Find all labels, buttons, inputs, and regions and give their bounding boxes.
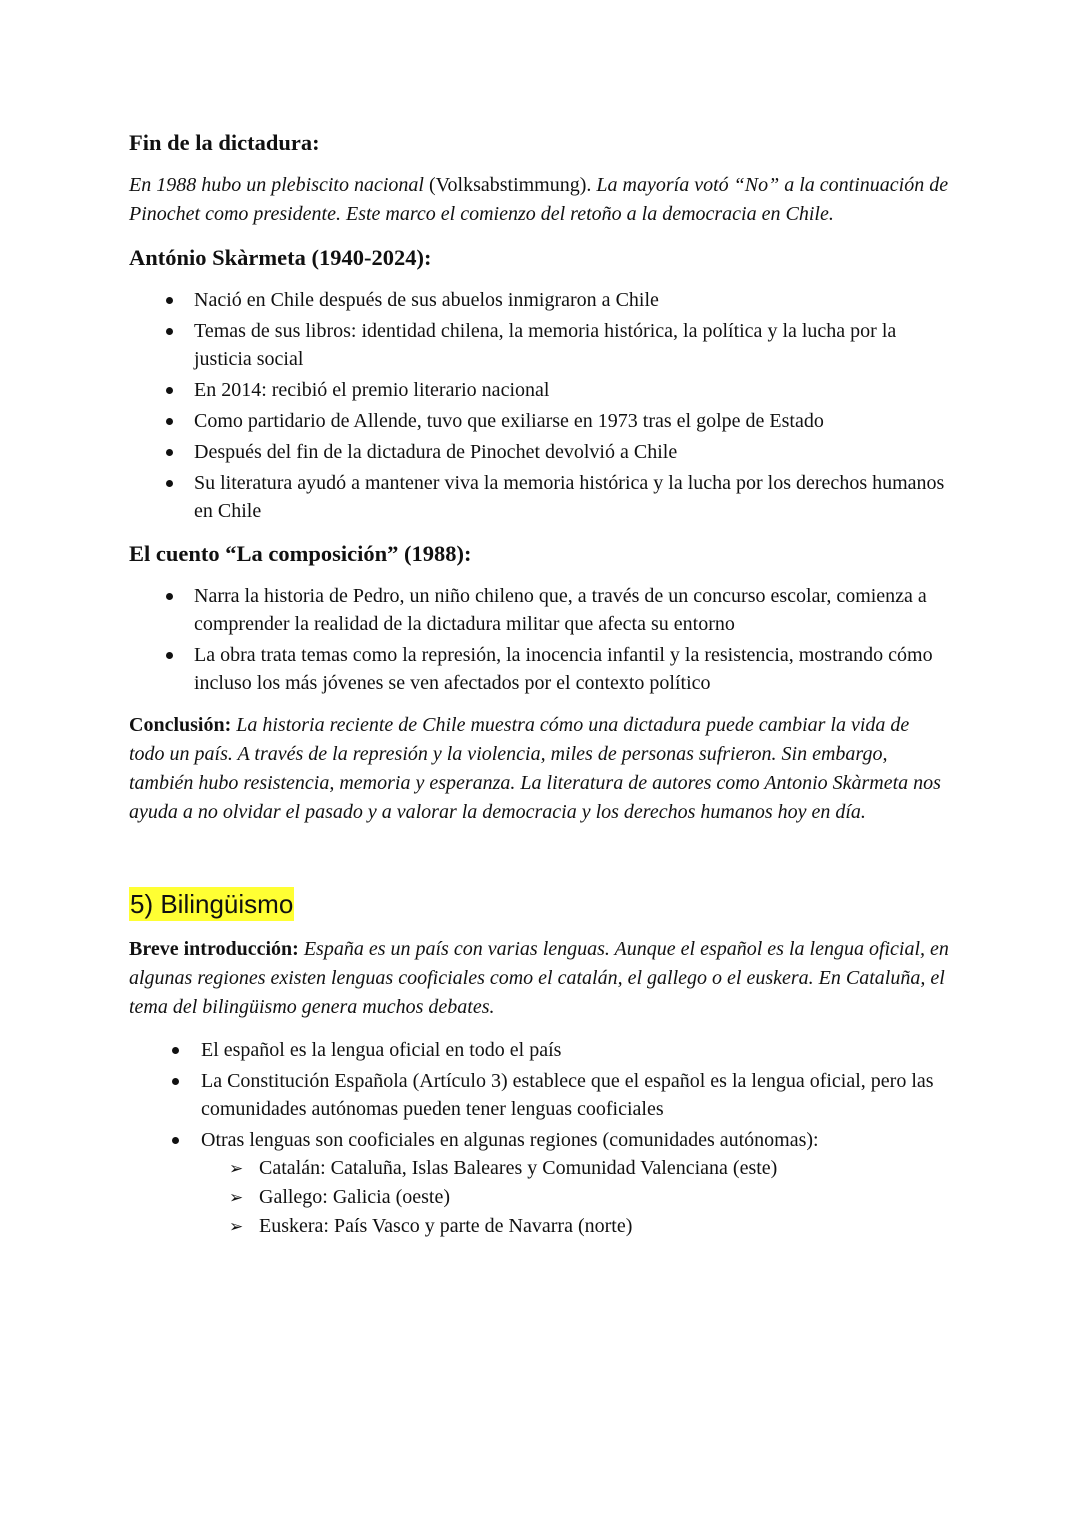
- list-item: [129, 1036, 949, 1064]
- list-item: [129, 407, 949, 435]
- list-item: [129, 469, 949, 525]
- bullet-icon: [172, 1047, 179, 1054]
- section-title-bilinguismo: 5) Bilingüismo: [130, 889, 294, 919]
- text-mayoria: La mayoría votó “No” a la continuación de Pinochet como presidente. Este marco el comienzo del retoño a la democracia en Chile.: [129, 174, 949, 225]
- list-item: [129, 376, 949, 404]
- list-item-text: Temas de sus libros: identidad chilena, la memoria histórica, la política y la lucha por la justicia social: [194, 320, 897, 370]
- list-item: [129, 1126, 949, 1154]
- lenguas-sublist: [129, 1154, 949, 1241]
- sublist-item: [201, 1212, 949, 1241]
- bullet-icon: [166, 418, 173, 425]
- bullet-icon: [172, 1078, 179, 1085]
- sublist-item: [201, 1183, 949, 1212]
- conclusion-text: La historia reciente de Chile muestra cómo una dictadura puede cambiar la vida de todo un país. A través de la represión y la violencia, miles de personas sufrieron. Sin embargo, también hubo resistencia, memoria y esperanza. La literatura de autores como Antonio Skàrmeta nos ayuda a no olvidar el pasado y a valorar la democracia y los derechos humanos hoy en día.: [129, 714, 941, 823]
- list-item-text: Otras lenguas son cooficiales en algunas regiones (comunidades autónomas):: [201, 1129, 819, 1151]
- text-volksabstimmung: (Volksabstimmung).: [423, 174, 597, 196]
- list-item: [129, 438, 949, 466]
- skarmeta-list: [129, 286, 949, 525]
- bullet-icon: [166, 480, 173, 487]
- text-plebiscito: En 1988 hubo un plebiscito nacional: [129, 174, 424, 196]
- list-item-text: La obra trata temas como la represión, la inocencia infantil y la resistencia, mostrando cómo incluso los más jóvenes se ven afectados por el contexto político: [194, 644, 933, 694]
- list-item-text: En 2014: recibió el premio literario nacional: [194, 379, 550, 401]
- sublist-item-text: Catalán: Cataluña, Islas Baleares y Comunidad Valenciana (este): [259, 1157, 778, 1179]
- paragraph-fin-dictadura: [129, 171, 949, 229]
- list-item-text: Como partidario de Allende, tuvo que exiliarse en 1973 tras el golpe de Estado: [194, 410, 824, 432]
- arrow-bullet-icon: ➢: [229, 1159, 244, 1178]
- list-item: [129, 641, 949, 697]
- paragraph-conclusion: [129, 711, 949, 827]
- intro-text: España es un país con varias lenguas. Aunque el español es la lengua oficial, en algunas regiones existen lenguas cooficiales como el catalán, el gallego o el euskera. En Cataluña, el tema del bilingüismo genera muchos debates.: [129, 938, 949, 1018]
- list-item-text: Nació en Chile después de sus abuelos inmigraron a Chile: [194, 289, 659, 311]
- heading-cuento: El cuento “La composición” (1988):: [129, 541, 472, 566]
- intro-label: Breve introducción:: [129, 938, 299, 960]
- bullet-icon: [166, 328, 173, 335]
- list-item-text: La Constitución Española (Artículo 3) establece que el español es la lengua oficial, pero las comunidades autónomas pueden tener lenguas cooficiales: [201, 1070, 934, 1120]
- bullet-icon: [166, 593, 173, 600]
- cuento-list: [129, 582, 949, 697]
- conclusion-label: Conclusión:: [129, 714, 232, 736]
- document-page: [129, 128, 949, 1241]
- bullet-icon: [172, 1137, 179, 1144]
- sublist-item: [201, 1154, 949, 1183]
- heading-skarmeta: António Skàrmeta (1940-2024):: [129, 245, 432, 270]
- bullet-icon: [166, 297, 173, 304]
- bullet-icon: [166, 652, 173, 659]
- paragraph-intro-bilinguismo: [129, 935, 949, 1022]
- arrow-bullet-icon: ➢: [229, 1217, 244, 1236]
- list-item: [129, 1067, 949, 1123]
- bullet-icon: [166, 387, 173, 394]
- sublist-item-text: Gallego: Galicia (oeste): [259, 1186, 451, 1208]
- heading-fin-dictadura: Fin de la dictadura:: [129, 130, 320, 155]
- list-item-text: Narra la historia de Pedro, un niño chileno que, a través de un concurso escolar, comienza a comprender la realidad de la dictadura militar que afecta su entorno: [194, 585, 927, 635]
- list-item-text: El español es la lengua oficial en todo el país: [201, 1039, 562, 1061]
- bilinguismo-list: [129, 1036, 949, 1154]
- list-item: [129, 317, 949, 373]
- arrow-bullet-icon: ➢: [229, 1188, 244, 1207]
- list-item-text: Después del fin de la dictadura de Pinochet devolvió a Chile: [194, 441, 678, 463]
- list-item: [129, 582, 949, 638]
- bullet-icon: [166, 449, 173, 456]
- list-item: [129, 286, 949, 314]
- list-item-text: Su literatura ayudó a mantener viva la memoria histórica y la lucha por los derechos humanos en Chile: [194, 472, 945, 522]
- sublist-item-text: Euskera: País Vasco y parte de Navarra (norte): [259, 1215, 633, 1237]
